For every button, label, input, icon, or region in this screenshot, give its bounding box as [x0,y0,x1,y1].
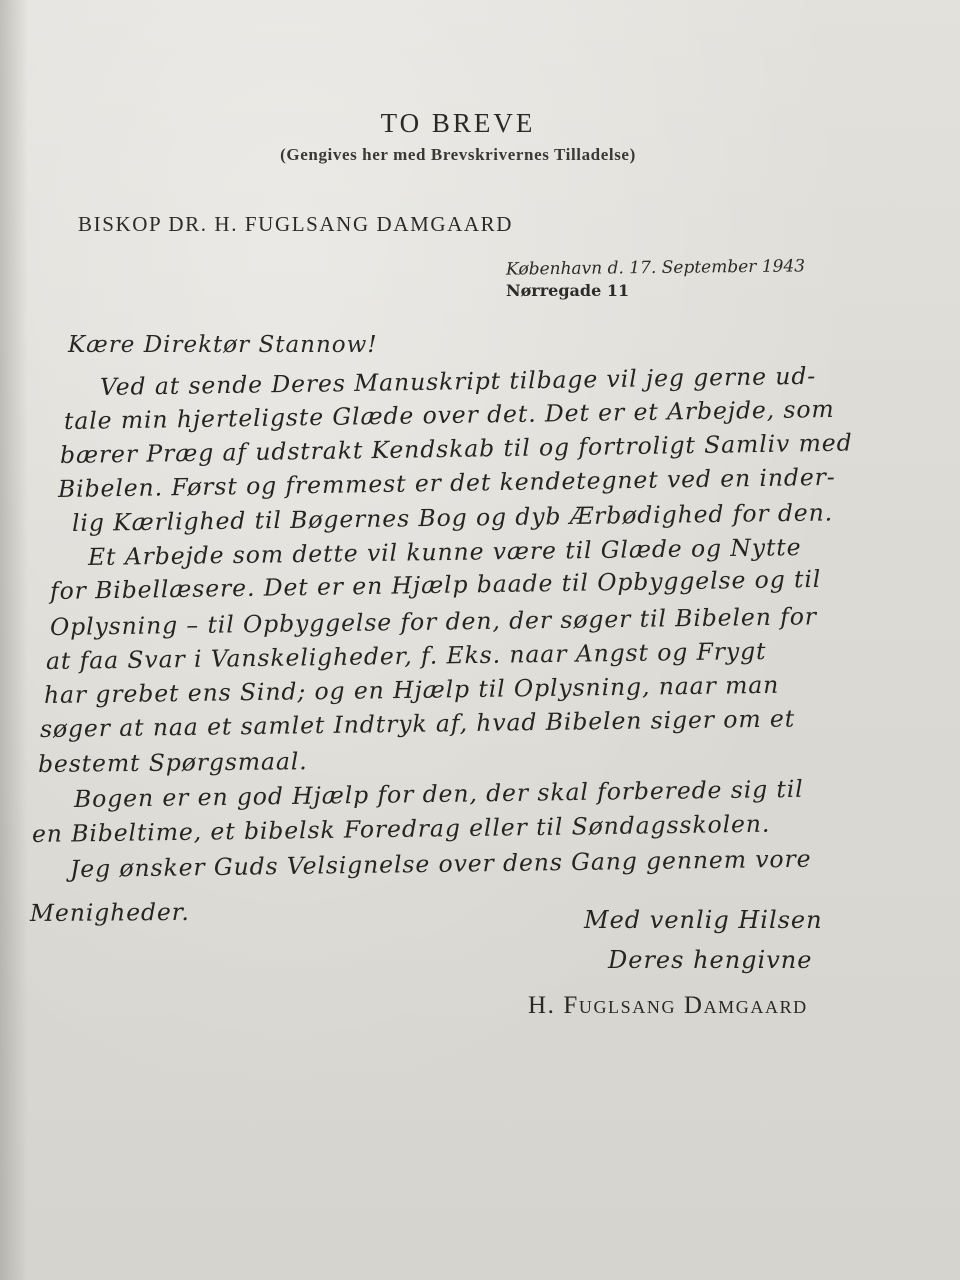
document-title: TO BREVE [380,108,536,138]
document-subtitle: (Gengives her med Brevskrivernes Tilladelse) [280,145,636,164]
body-line: bestemt Spørgsmaal. [37,747,308,778]
body-line: Menigheder. [29,897,190,927]
body-line: at faa Svar i Vanskeligheder, f. Eks. naar Angst og Frygt [45,636,767,675]
sender-address: Nørregade 11 [506,281,630,300]
body-line: bærer Præg af udstrakt Kendskab til og fortroligt Samliv med [59,428,853,469]
body-line: har grebet ens Sind; og en Hjælp til Oplysning, naar man [43,670,780,709]
signature-name: H. Fuglsang Damgaard [528,992,808,1019]
sender-name: BISKOP DR. H. FUGLSANG DAMGAARD [78,212,514,236]
closing-greeting: Med venlig Hilsen [584,906,823,934]
body-line: Oplysning – til Opbyggelse for den, der søger til Bibelen for [49,602,818,641]
body-line: Bogen er en god Hjælp for den, der skal forberede sig til [73,774,804,813]
body-line: Et Arbejde som dette vil kunne være til Glæde og Nytte [87,533,802,571]
closing-devotion: Deres hengivne [608,946,813,974]
body-line: tale min hjerteligste Glæde over det. Det er et Arbejde, som [63,394,835,435]
body-line: en Bibeltime, et bibelsk Foredrag eller til Søndagsskolen. [31,809,771,848]
place-date: København d. 17. September 1943 [505,256,806,280]
body-line: søger at naa et samlet Indtryk af, hvad Bibelen siger om et [39,704,796,743]
body-line: Ved at sende Deres Manuskript tilbage vil jeg gerne ud- [99,361,817,401]
body-line: lig Kærlighed til Bøgernes Bog og dyb Ærbødighed for den. [71,498,834,537]
salutation: Kære Direktør Stannow! [68,332,378,358]
body-line: Jeg ønsker Guds Velsignelse over dens Gang gennem vore [69,844,812,883]
body-line: for Bibellæsere. Det er en Hjælp baade til Opbyggelse og til [49,564,822,605]
body-line: Bibelen. Først og fremmest er det kendetegnet ved en inder- [57,462,836,503]
page-edge-shadow [0,0,28,1280]
